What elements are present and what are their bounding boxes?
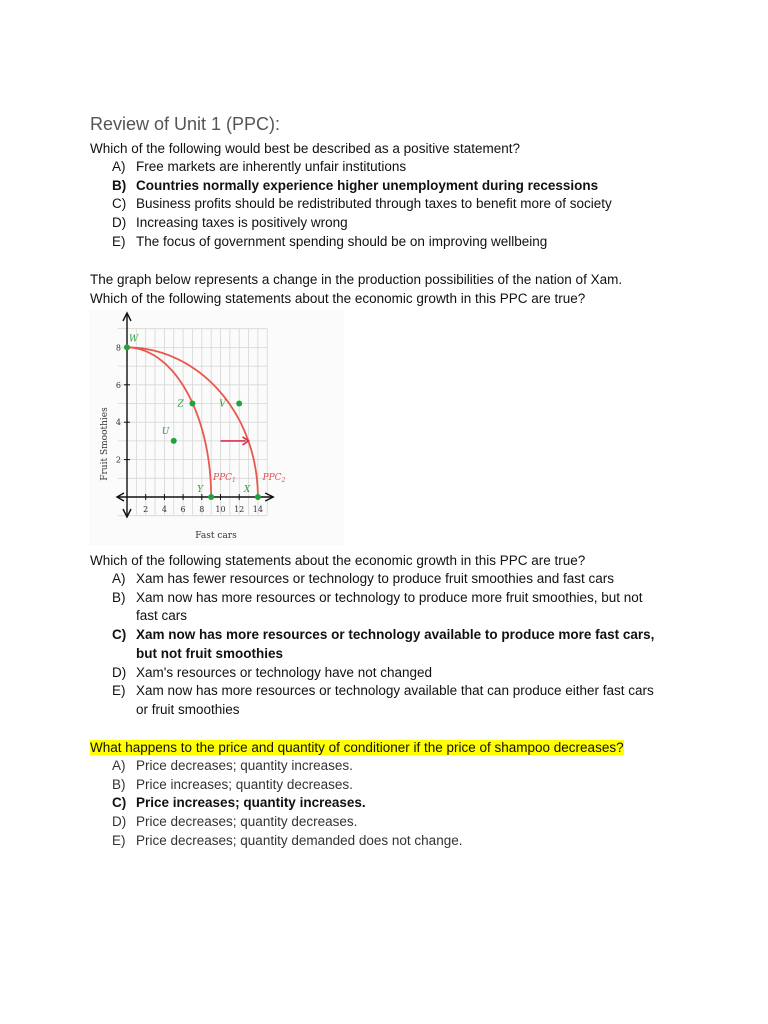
- x-tick-label: 6: [180, 505, 186, 514]
- question-2: Which of the following statements about the economic growth in this PPC are true?: [90, 553, 586, 568]
- point-label-w: W: [129, 334, 139, 345]
- ppc1-label: $PPC_1$: [213, 473, 236, 485]
- point-z: [189, 401, 195, 407]
- question-1: Which of the following would best be described as a positive statement?: [90, 141, 520, 156]
- point-x: [255, 494, 261, 500]
- option-e: E) Xam now has more resources or technology available that can produce either fast cars or fruit smoothies: [112, 683, 654, 717]
- point-label-z: Z: [177, 399, 184, 410]
- x-tick-label: 2: [143, 505, 149, 514]
- option-e: E) Price decreases; quantity demanded does not change.: [112, 832, 463, 848]
- question-2-intro-line-2: Which of the following statements about the economic growth in this PPC are true?: [90, 291, 586, 306]
- x-tick-label: 14: [252, 505, 263, 514]
- option-a: A) Price decreases; quantity increases.: [112, 758, 353, 773]
- option-c-answer: C) Xam now has more resources or technology available to produce more fast cars, but not fruit smoothies: [112, 627, 655, 661]
- point-label-x: X: [243, 485, 251, 495]
- y-tick-label: 6: [115, 380, 121, 390]
- option-d: D) Increasing taxes is positively wrong: [112, 215, 348, 231]
- ppc1-label-subscript: 1: [232, 477, 236, 485]
- point-u: [171, 438, 177, 444]
- ppc2-label-subscript: 2: [281, 477, 286, 485]
- y-tick-label: 2: [115, 455, 121, 465]
- x-tick-label: 4: [161, 505, 167, 514]
- option-a: A) Xam has fewer resources or technology to produce fruit smoothies and fast cars: [112, 571, 614, 586]
- point-v: [236, 401, 242, 407]
- option-d: D) Xam's resources or technology have not changed: [112, 664, 433, 680]
- question-3: [90, 738, 624, 757]
- ppc-graph: [89, 310, 344, 545]
- x-axis-label: Fast cars: [195, 531, 237, 541]
- x-tick-label: 10: [215, 505, 226, 514]
- y-axis-label: Fruit Smoothies: [100, 407, 110, 481]
- point-label-v: V: [219, 399, 226, 410]
- question-3-highlight: What happens to the price and quantity of conditioner if the price of shampoo decreases?: [90, 740, 624, 755]
- point-y: [208, 494, 214, 500]
- option-b: B) Price increases; quantity decreases.: [112, 776, 353, 792]
- option-e: E) The focus of government spending should be on improving wellbeing: [112, 233, 548, 249]
- question-3-options: [112, 757, 462, 851]
- x-tick-label: 8: [199, 505, 205, 514]
- option-a: A) Free markets are inherently unfair institutions: [112, 159, 407, 174]
- option-c-answer: C) Price increases; quantity increases.: [112, 795, 366, 811]
- point-label-y: Y: [197, 485, 204, 495]
- question-1-options: [112, 158, 612, 252]
- point-label-u: U: [161, 426, 170, 437]
- question-2-intro-line-1: The graph below represents a change in the production possibilities of the nation of Xam.: [90, 272, 623, 287]
- page-title: Review of Unit 1 (PPC):: [90, 114, 281, 134]
- y-tick-label: 8: [115, 343, 121, 353]
- ppc2-label: $PPC_2$: [262, 473, 286, 485]
- question-2-options: [112, 570, 654, 720]
- option-d: D) Price decreases; quantity decreases.: [112, 814, 358, 830]
- point-w: [124, 344, 130, 350]
- y-tick-label: 4: [115, 418, 121, 428]
- option-b-answer: B) Countries normally experience higher unemployment during recessions: [112, 177, 599, 193]
- x-tick-label: 12: [234, 505, 245, 514]
- option-c: C) Business profits should be redistributed through taxes to benefit more of society: [112, 196, 612, 212]
- ppc-chart: [89, 310, 344, 545]
- option-b: B) Xam now has more resources or technology to produce more fruit smoothies, but not fast cars: [112, 589, 643, 624]
